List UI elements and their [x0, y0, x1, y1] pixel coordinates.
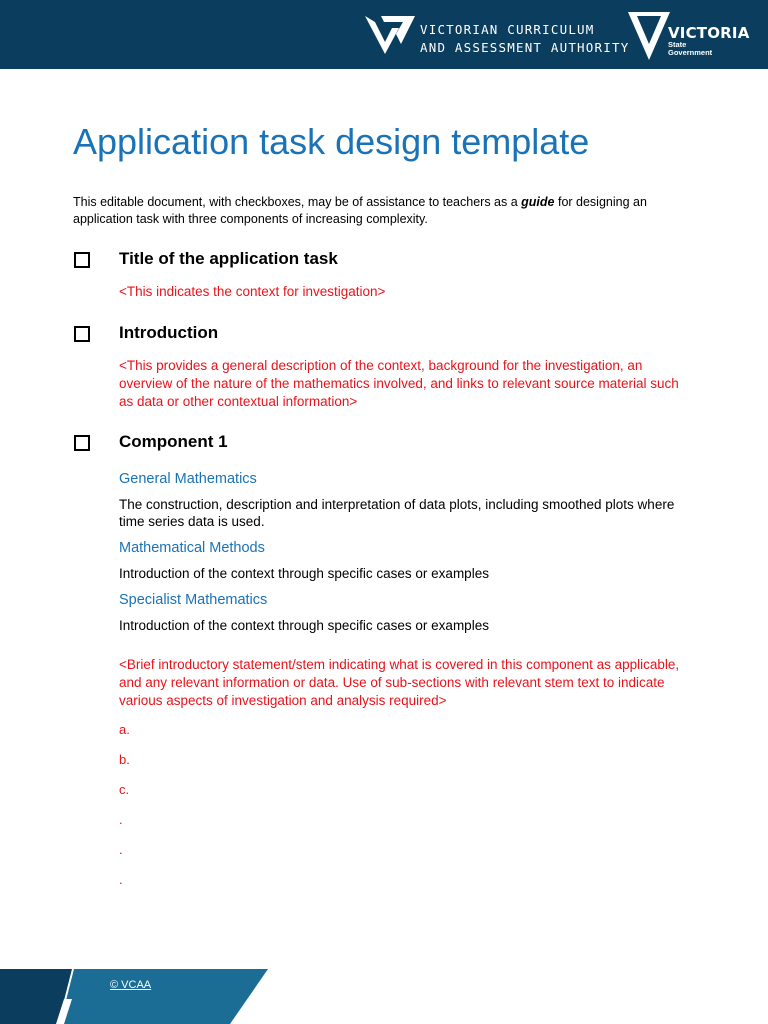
subject-heading-general-maths: General Mathematics — [119, 471, 257, 487]
part-marker-dot-2: . — [119, 842, 123, 857]
document-title: Application task design template — [73, 121, 590, 162]
intro-paragraph — [73, 194, 688, 228]
state-government-label — [668, 41, 712, 57]
intro-text-after: for designing an application task with three components of increasing complexity. — [73, 195, 647, 226]
victoria-wordmark: VICTORIA — [668, 24, 750, 42]
state-label: State — [668, 40, 687, 49]
checkbox-component-1[interactable] — [74, 435, 90, 451]
part-marker-c: c. — [119, 782, 130, 797]
header-banner — [0, 0, 768, 69]
vcaa-line-2: AND ASSESSMENT AUTHORITY — [420, 40, 630, 55]
part-marker-b: b. — [119, 752, 130, 767]
vcaa-wordmark — [420, 21, 629, 57]
footer-band — [0, 969, 268, 1024]
checkbox-title-task[interactable] — [74, 252, 90, 268]
part-marker-a: a. — [119, 722, 130, 737]
subject-text-specialist: Introduction of the context through specific cases or examples — [119, 618, 489, 633]
intro-emphasis: guide — [521, 195, 555, 209]
intro-text-before: This editable document, with checkboxes, may be of assistance to teachers as a — [73, 195, 522, 209]
vcaa-copyright-link[interactable]: © VCAA — [110, 979, 152, 991]
government-label: Government — [668, 48, 713, 57]
part-marker-dot-1: . — [119, 812, 123, 827]
section-heading-introduction: Introduction — [119, 323, 219, 342]
placeholder-introduction: <This provides a general description of the context, background for the investigation, an overview of the nature of the mathematics involved, and links to relevant source material such as data or other contextual information> — [119, 358, 679, 409]
subject-heading-specialist: Specialist Mathematics — [119, 592, 268, 608]
subject-text-general-maths: The construction, description and interpretation of data plots, including smoothed plots where time series data is used. — [119, 497, 675, 529]
subject-text-methods: Introduction of the context through specific cases or examples — [119, 566, 489, 581]
section-heading-title-task: Title of the application task — [119, 249, 338, 268]
component-stem-placeholder: <Brief introductory statement/stem indicating what is covered in this component as applicable, and any relevant information or data. Use of sub-sections with relevant stem text to indicate various aspects of investigation and analysis required> — [119, 657, 680, 708]
victoria-state-logo-icon — [628, 12, 670, 62]
part-marker-dot-3: . — [119, 872, 123, 887]
vcaa-logo-icon — [365, 14, 415, 56]
checkbox-introduction[interactable] — [74, 326, 90, 342]
placeholder-title-task: <This indicates the context for investigation> — [119, 284, 386, 299]
vcaa-line-1: VICTORIAN CURRICULUM — [420, 22, 595, 37]
section-heading-component-1: Component 1 — [119, 432, 228, 451]
subject-heading-methods: Mathematical Methods — [119, 540, 265, 556]
